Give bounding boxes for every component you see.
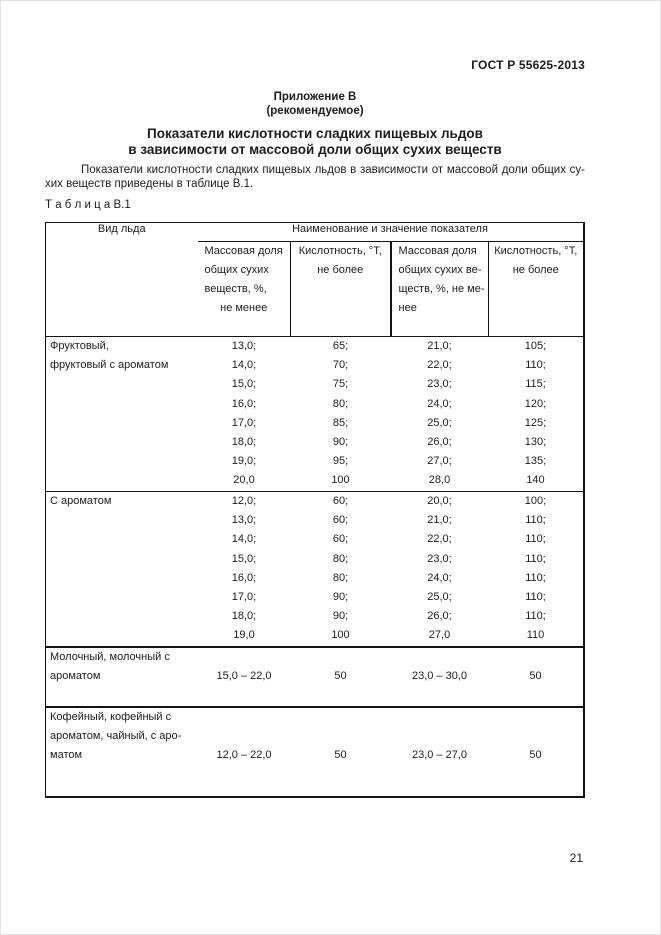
value-line: 130;	[524, 436, 547, 449]
ice-type-header-cell: Вид льда	[46, 223, 198, 337]
value-cell	[291, 337, 391, 492]
ice-type-cell	[46, 647, 198, 707]
value-line: 135;	[524, 455, 547, 468]
column-header-line: не более	[512, 264, 559, 276]
column-header-line: Массовая доля	[398, 245, 477, 257]
table-body	[46, 337, 584, 797]
value-line: 15,0;	[231, 552, 257, 565]
value-line: 120;	[524, 397, 547, 410]
value-line: 14,0;	[231, 533, 257, 546]
value-line: 22,0;	[427, 533, 452, 546]
value-line: 125;	[524, 416, 547, 429]
value-line: 28,0	[428, 474, 451, 487]
table-section-row	[46, 647, 584, 707]
ice-type-cell	[46, 492, 198, 647]
column-header-cell	[198, 242, 291, 337]
value-line: 20,0;	[427, 495, 452, 507]
value-line: 95;	[332, 455, 349, 468]
value-line: 23,0;	[427, 552, 452, 565]
column-header-cell	[391, 242, 489, 337]
value-cell	[489, 337, 584, 492]
value-line: 24,0;	[427, 397, 452, 410]
value-cell	[489, 492, 584, 647]
value-line: 115;	[525, 378, 546, 391]
value-cell	[489, 647, 584, 707]
ice-type-line: Кофейный, кофейный с	[50, 710, 172, 723]
value-cell	[198, 337, 291, 492]
value-line: 110;	[525, 610, 546, 623]
value-line: 17,0;	[231, 416, 257, 429]
page-number: 21	[569, 851, 583, 865]
column-header-line: Массовая доля	[204, 245, 283, 257]
ice-type-line: С ароматом	[50, 495, 112, 507]
column-header-line: общих сухих	[204, 264, 269, 276]
value-line: 13,0;	[231, 514, 257, 527]
value-line: 60;	[332, 533, 349, 546]
column-header-line: не менее	[220, 302, 268, 314]
value-line: 13,0;	[231, 340, 257, 352]
value-cell	[291, 647, 391, 707]
value-cell	[391, 647, 489, 707]
value-line: 110;	[525, 359, 546, 372]
value-line: 18,0;	[231, 436, 257, 449]
value-cell	[198, 492, 291, 647]
value-line: 110;	[525, 533, 546, 546]
value-line: 12,0 – 22,0	[216, 749, 272, 762]
value-line: 140	[526, 474, 545, 487]
value-line: 19,0	[233, 629, 255, 642]
value-line: 60;	[332, 495, 349, 507]
value-cell	[291, 492, 391, 647]
span-header-row	[46, 223, 584, 242]
ice-type-cell	[46, 707, 198, 797]
column-header-line: нее	[398, 302, 417, 314]
ice-type-line: фруктовый с ароматом	[50, 359, 169, 372]
value-line: 110;	[525, 552, 546, 565]
value-line: 85;	[332, 416, 349, 429]
value-line: 75;	[332, 378, 349, 391]
table-section-row	[46, 707, 584, 797]
value-line: 27,0;	[427, 455, 452, 468]
value-line: 17,0;	[231, 591, 257, 604]
annex-label: Приложение В	[273, 91, 357, 103]
value-line: 50	[334, 749, 347, 762]
column-header-line: Кислотность, °Т,	[298, 245, 382, 257]
ice-type-line: матом	[50, 749, 83, 762]
intro-paragraph-line1: Показатели кислотности сладких пищевых льдов в зависимости от массовой доли общих су-	[81, 164, 585, 176]
value-line: 14,0;	[231, 359, 257, 372]
value-line: 70;	[332, 359, 349, 372]
value-line: 20,0	[233, 474, 255, 487]
page-title-line1: Показатели кислотности сладких пищевых льдов	[147, 126, 483, 141]
value-line: 21,0;	[427, 340, 452, 352]
value-line: 21,0;	[427, 514, 452, 527]
value-line: 80;	[332, 397, 349, 410]
column-header-cell	[489, 242, 584, 337]
value-line: 19,0;	[231, 455, 257, 468]
value-line: 105;	[524, 340, 547, 352]
value-line: 12,0;	[231, 495, 257, 507]
value-line: 50	[334, 669, 347, 682]
annex-note: (рекомендуемое)	[266, 105, 364, 117]
value-line: 60;	[332, 514, 349, 527]
column-header-line: не более	[317, 264, 364, 276]
acidity-table	[45, 222, 585, 798]
value-line: 16,0;	[231, 571, 257, 584]
value-line: 90;	[332, 610, 349, 623]
page-title-line2: в зависимости от массовой доли общих сухих веществ	[128, 142, 502, 157]
value-line: 25,0;	[427, 591, 452, 604]
value-line: 110;	[525, 591, 546, 604]
value-cell	[198, 707, 291, 797]
value-line: 25,0;	[427, 416, 452, 429]
value-line: 15,0;	[231, 378, 257, 391]
value-line: 24,0;	[427, 571, 452, 584]
column-header-line: общих сухих ве-	[398, 264, 482, 276]
value-cell	[391, 337, 489, 492]
table-label: Т а б л и ц а В.1	[45, 199, 131, 211]
ice-type-line: Молочный, молочный с	[50, 650, 170, 663]
value-line: 100	[331, 474, 350, 487]
value-cell	[489, 707, 584, 797]
intro-paragraph-line2: хих веществ приведены в таблице В.1.	[45, 178, 254, 190]
span-header-cell: Наименование и значение показателя	[198, 223, 584, 242]
value-line: 27,0	[428, 629, 451, 642]
column-header-line: Кислотность, °Т,	[494, 245, 578, 257]
value-line: 110	[526, 629, 545, 642]
value-line: 50	[529, 749, 542, 762]
value-line: 50	[529, 669, 542, 682]
column-header-line: веществ, %,	[204, 283, 267, 295]
value-line: 90;	[332, 591, 349, 604]
value-cell	[391, 492, 489, 647]
value-line: 65;	[332, 340, 349, 352]
value-line: 23,0 – 27,0	[411, 749, 468, 762]
value-line: 110;	[525, 571, 546, 584]
value-cell	[291, 707, 391, 797]
value-line: 90;	[332, 436, 349, 449]
value-line: 16,0;	[231, 397, 257, 410]
ice-type-line: Фруктовый,	[50, 340, 109, 352]
value-line: 80;	[332, 571, 349, 584]
ice-type-cell	[46, 337, 198, 492]
value-line: 22,0;	[427, 359, 452, 372]
value-line: 23,0 – 30,0	[411, 669, 468, 682]
value-line: 23,0;	[427, 378, 452, 391]
ice-type-line: ароматом, чайный, с аро-	[50, 729, 182, 742]
value-cell	[391, 707, 489, 797]
table-section-row	[46, 492, 584, 647]
value-line: 18,0;	[231, 610, 257, 623]
column-header-line: ществ, %, не ме-	[398, 283, 485, 295]
value-line: 100	[331, 629, 350, 642]
table-section-row	[46, 337, 584, 492]
standard-code: ГОСТ Р 55625-2013	[471, 58, 585, 72]
value-line: 100;	[524, 495, 547, 507]
value-line: 26,0;	[427, 436, 452, 449]
value-line: 80;	[332, 552, 349, 565]
ice-type-line: ароматом	[50, 669, 101, 682]
value-line: 15,0 – 22,0	[216, 669, 272, 682]
value-cell	[198, 647, 291, 707]
value-line: 26,0;	[427, 610, 452, 623]
value-line: 110;	[525, 514, 546, 527]
column-header-cell	[291, 242, 391, 337]
